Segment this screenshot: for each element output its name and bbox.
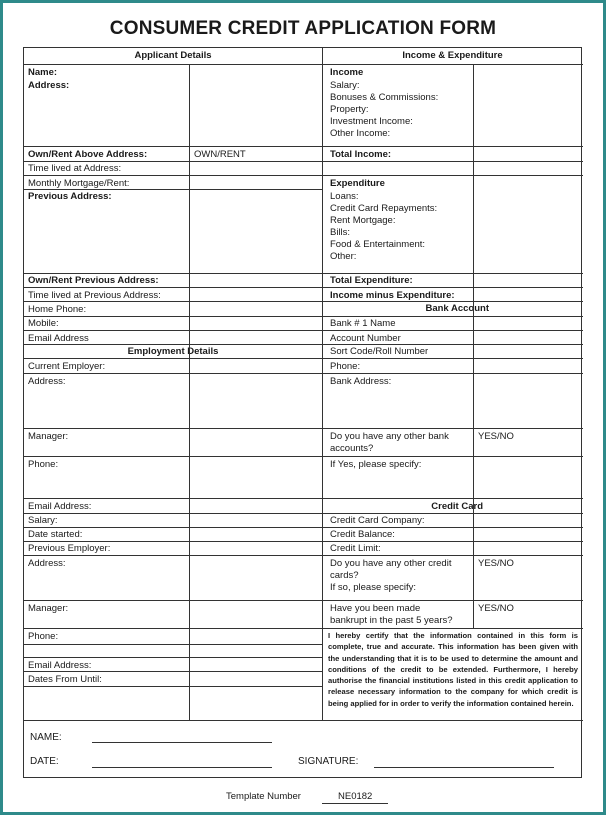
- credit-balance-label: Credit Balance:: [330, 529, 395, 540]
- previous-manager-label: Manager:: [28, 603, 69, 614]
- date-started-label: Date started:: [28, 529, 83, 540]
- date-signature-line[interactable]: [92, 767, 272, 768]
- bank-account-header: Bank Account: [425, 303, 489, 314]
- previous-employer-address-label: Address:: [28, 558, 66, 569]
- mobile-label: Mobile:: [28, 318, 59, 329]
- account-number-label: Account Number: [330, 333, 401, 344]
- name-label: Name:: [28, 67, 58, 78]
- bank-phone-label: Phone:: [330, 361, 361, 372]
- manager-label: Manager:: [28, 431, 69, 442]
- salary-label: Salary:: [28, 515, 58, 526]
- home-phone-label: Home Phone:: [28, 304, 87, 315]
- current-employer-label: Current Employer:: [28, 361, 106, 372]
- if-yes-specify-label: If Yes, please specify:: [330, 459, 422, 470]
- other-credit-cards-question: Do you have any other credit cards? If so, please specify:: [330, 558, 452, 593]
- time-lived-label: Time lived at Address:: [28, 163, 122, 174]
- other-bank-accounts-question: Do you have any other bank accounts?: [330, 431, 449, 454]
- mortgage-rent-label: Monthly Mortgage/Rent:: [28, 178, 130, 189]
- previous-phone-label: Phone:: [28, 631, 59, 642]
- total-income-label: Total Income:: [330, 149, 392, 160]
- applicant-details-header: Applicant Details: [134, 50, 212, 61]
- bankrupt-question: Have you been made bankrupt in the past 5 years?: [330, 603, 453, 626]
- template-number-label: Template Number: [226, 791, 301, 802]
- employer-address-label: Address:: [28, 376, 66, 387]
- income-label: Income: [330, 67, 364, 78]
- declaration-text: I hereby certify that the information contained in this form is complete, true and accurate. This information has been given with the understanding that it is to be used to determine the amount and conditions of the credit to be extended. Furthermore, I hereby authorise the financial institutions listed in this credit application to release necessary information to the company for which credit is being applied for in order to verify the information contained herein.: [328, 631, 578, 708]
- own-rent-previous-label: Own/Rent Previous Address:: [28, 275, 159, 286]
- other-bank-accounts-answer[interactable]: YES/NO: [478, 431, 514, 442]
- income-expenditure-header: Income & Expenditure: [402, 50, 503, 61]
- own-rent-above-label: Own/Rent Above Address:: [28, 149, 148, 160]
- income-minus-expenditure-label: Income minus Expenditure:: [330, 290, 455, 301]
- employer-phone-label: Phone:: [28, 459, 59, 470]
- form-title: CONSUMER CREDIT APPLICATION FORM: [109, 18, 497, 39]
- expenditure-items: Loans: Credit Card Repayments: Rent Mortgage: Bills: Food & Entertainment: Other:: [330, 191, 438, 262]
- own-rent-above-value[interactable]: OWN/RENT: [194, 149, 246, 160]
- template-number-value: NE0182: [338, 791, 373, 802]
- name-signature-line[interactable]: [92, 742, 272, 743]
- bankrupt-answer[interactable]: YES/NO: [478, 603, 514, 614]
- date-signature-label: DATE:: [30, 756, 59, 767]
- previous-email-label: Email Address:: [28, 660, 92, 671]
- dates-from-until-label: Dates From Until:: [28, 674, 102, 685]
- total-expenditure-label: Total Expenditure:: [330, 275, 413, 286]
- expenditure-label: Expenditure: [330, 178, 385, 189]
- bank-name-label: Bank # 1 Name: [330, 318, 396, 329]
- application-form: [23, 47, 582, 778]
- name-signature-label: NAME:: [30, 732, 62, 743]
- previous-employer-label: Previous Employer:: [28, 543, 111, 554]
- address-label: Address:: [28, 80, 70, 91]
- other-credit-cards-answer[interactable]: YES/NO: [478, 558, 514, 569]
- credit-card-company-label: Credit Card Company:: [330, 515, 425, 526]
- sort-code-label: Sort Code/Roll Number: [330, 346, 429, 357]
- bank-address-label: Bank Address:: [330, 376, 392, 387]
- previous-address-label: Previous Address:: [28, 191, 112, 202]
- credit-card-header: Credit Card: [431, 501, 483, 512]
- signature-line[interactable]: [374, 767, 554, 768]
- income-items: Salary: Bonuses & Commissions: Property: Investment Income: Other Income:: [330, 80, 439, 139]
- template-number-underline: [322, 803, 388, 804]
- employer-email-label: Email Address:: [28, 501, 92, 512]
- credit-limit-label: Credit Limit:: [330, 543, 381, 554]
- email-label: Email Address: [28, 333, 89, 344]
- time-lived-previous-label: Time lived at Previous Address:: [28, 290, 161, 301]
- signature-label: SIGNATURE:: [298, 756, 359, 767]
- employment-details-header: Employment Details: [127, 346, 219, 357]
